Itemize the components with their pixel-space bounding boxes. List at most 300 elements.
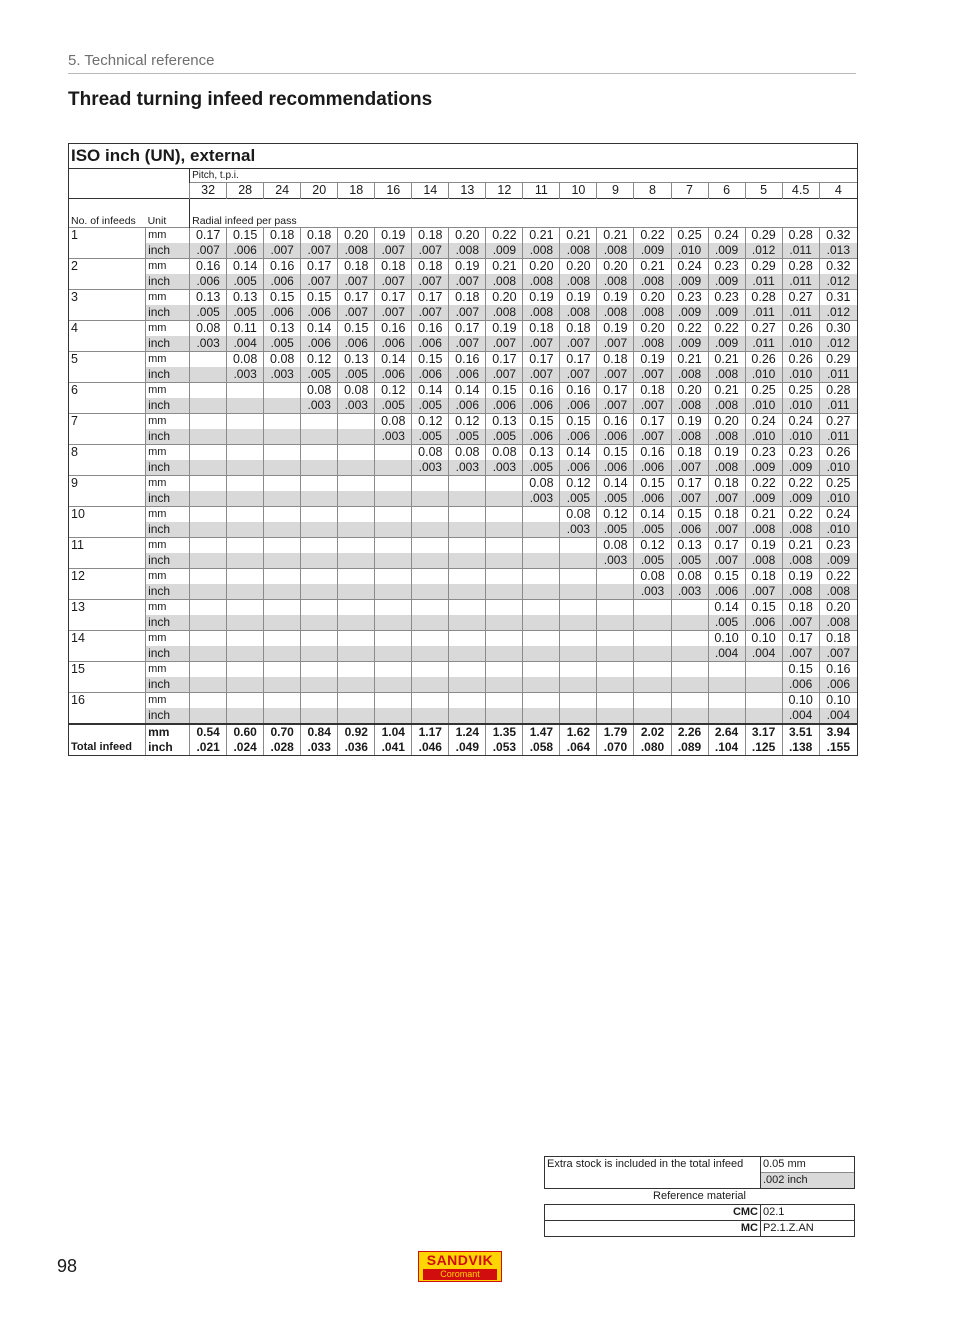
total-infeed-row bbox=[69, 740, 858, 756]
infeed-inch-cell bbox=[597, 615, 634, 631]
infeed-mm-cell bbox=[597, 600, 634, 616]
infeed-inch-cell bbox=[375, 460, 412, 476]
infeed-mm-cell: 0.19 bbox=[449, 259, 486, 275]
unit-cell: inch bbox=[146, 336, 190, 352]
infeed-mm-cell bbox=[449, 538, 486, 554]
tpi-header: 28 bbox=[227, 183, 264, 199]
infeed-mm-cell bbox=[264, 445, 301, 461]
infeed-inch-cell bbox=[486, 677, 523, 693]
infeed-inch-cell: .005 bbox=[301, 367, 338, 383]
infeed-inch-cell: .011 bbox=[819, 367, 857, 383]
infeed-inch-cell: .005 bbox=[190, 305, 227, 321]
infeed-inch-cell bbox=[634, 677, 671, 693]
infeed-mm-cell: 0.18 bbox=[412, 259, 449, 275]
infeed-mm-cell: 0.17 bbox=[671, 476, 708, 492]
infeed-inch-cell bbox=[412, 677, 449, 693]
infeed-inch-cell bbox=[264, 491, 301, 507]
infeed-inch-cell: .008 bbox=[523, 243, 560, 259]
infeed-inch-cell bbox=[745, 677, 782, 693]
total-mm-cell: 1.47 bbox=[523, 724, 560, 740]
infeed-inch-cell bbox=[301, 460, 338, 476]
infeed-mm-cell: 0.08 bbox=[412, 445, 449, 461]
infeed-mm-cell bbox=[190, 631, 227, 647]
infeed-inch-cell: .008 bbox=[708, 367, 745, 383]
infeed-mm-cell: 0.25 bbox=[782, 383, 819, 399]
infeed-mm-cell: 0.10 bbox=[819, 693, 857, 709]
infeed-mm-cell: 0.08 bbox=[634, 569, 671, 585]
infeed-mm-cell bbox=[375, 600, 412, 616]
infeed-inch-cell: .011 bbox=[745, 336, 782, 352]
extra-stock-inch: .002 inch bbox=[761, 1173, 855, 1189]
infeed-inch-cell: .010 bbox=[819, 491, 857, 507]
unit-cell: mm bbox=[146, 662, 190, 678]
infeed-inch-cell: .011 bbox=[745, 305, 782, 321]
infeed-mm-cell: 0.24 bbox=[819, 507, 857, 523]
infeed-number bbox=[69, 522, 146, 538]
infeed-inch-cell: .003 bbox=[412, 460, 449, 476]
infeed-inch-cell bbox=[338, 460, 375, 476]
infeed-inch-cell bbox=[301, 708, 338, 724]
unit-cell: mm bbox=[146, 228, 190, 244]
infeed-mm-cell: 0.17 bbox=[375, 290, 412, 306]
infeed-inch-cell: .005 bbox=[597, 491, 634, 507]
infeed-mm-cell bbox=[412, 662, 449, 678]
infeed-inch-cell: .005 bbox=[375, 398, 412, 414]
infeed-mm-cell: 0.15 bbox=[597, 445, 634, 461]
infeed-mm-cell: 0.16 bbox=[449, 352, 486, 368]
infeed-inch-cell: .008 bbox=[634, 305, 671, 321]
infeed-inch-cell bbox=[634, 646, 671, 662]
infeed-inch-cell: .007 bbox=[560, 336, 597, 352]
infeed-inch-cell bbox=[375, 553, 412, 569]
infeed-mm-cell: 0.32 bbox=[819, 228, 857, 244]
infeed-number: 11 bbox=[69, 538, 146, 554]
infeed-mm-cell bbox=[264, 538, 301, 554]
infeed-mm-cell: 0.17 bbox=[190, 228, 227, 244]
total-mm-cell: 0.70 bbox=[264, 724, 301, 740]
infeed-mm-cell: 0.17 bbox=[301, 259, 338, 275]
unit-cell: inch bbox=[146, 429, 190, 445]
infeed-mm-cell: 0.19 bbox=[597, 321, 634, 337]
infeed-mm-cell: 0.19 bbox=[375, 228, 412, 244]
infeed-mm-cell bbox=[338, 662, 375, 678]
infeed-mm-cell bbox=[486, 507, 523, 523]
infeed-inch-cell bbox=[708, 677, 745, 693]
total-mm-cell: 2.02 bbox=[634, 724, 671, 740]
infeed-inch-cell: .006 bbox=[560, 398, 597, 414]
infeed-mm-cell: 0.26 bbox=[745, 352, 782, 368]
infeed-mm-cell: 0.18 bbox=[301, 228, 338, 244]
infeed-mm-cell: 0.15 bbox=[523, 414, 560, 430]
infeed-inch-cell: .008 bbox=[671, 367, 708, 383]
infeed-mm-cell: 0.19 bbox=[671, 414, 708, 430]
infeed-inch-cell: .007 bbox=[486, 367, 523, 383]
total-inch-cell: .053 bbox=[486, 740, 523, 756]
infeed-mm-cell: 0.21 bbox=[782, 538, 819, 554]
infeed-inch-cell: .003 bbox=[671, 584, 708, 600]
infeed-mm-cell bbox=[671, 693, 708, 709]
unit-cell: mm bbox=[146, 290, 190, 306]
infeed-mm-cell: 0.08 bbox=[264, 352, 301, 368]
no-of-infeeds-label: No. of infeeds bbox=[69, 199, 146, 228]
logo-text: SANDVIK bbox=[426, 1252, 494, 1268]
unit-cell: inch bbox=[146, 305, 190, 321]
table-row bbox=[69, 677, 858, 693]
total-mm-cell: 0.54 bbox=[190, 724, 227, 740]
infeed-inch-cell bbox=[449, 708, 486, 724]
total-inch-cell: .125 bbox=[745, 740, 782, 756]
tpi-header: 5 bbox=[745, 183, 782, 199]
total-mm-cell: 1.17 bbox=[412, 724, 449, 740]
infeed-inch-cell bbox=[338, 553, 375, 569]
infeed-inch-cell bbox=[449, 491, 486, 507]
infeed-mm-cell: 0.20 bbox=[634, 290, 671, 306]
table-row bbox=[69, 693, 858, 709]
infeed-mm-cell bbox=[375, 445, 412, 461]
infeed-mm-cell bbox=[301, 445, 338, 461]
total-inch-cell: .028 bbox=[264, 740, 301, 756]
infeed-inch-cell: .009 bbox=[782, 491, 819, 507]
infeed-mm-cell: 0.22 bbox=[782, 507, 819, 523]
table-row bbox=[69, 600, 858, 616]
infeed-inch-cell: .006 bbox=[560, 429, 597, 445]
infeed-inch-cell: .008 bbox=[708, 429, 745, 445]
cmc-label: CMC bbox=[545, 1205, 761, 1221]
infeed-mm-cell: 0.16 bbox=[523, 383, 560, 399]
infeed-inch-cell: .006 bbox=[412, 367, 449, 383]
infeed-inch-cell bbox=[301, 491, 338, 507]
infeed-inch-cell: .005 bbox=[671, 553, 708, 569]
infeed-mm-cell: 0.08 bbox=[486, 445, 523, 461]
total-inch-cell: .080 bbox=[634, 740, 671, 756]
infeed-number: 10 bbox=[69, 507, 146, 523]
infeed-inch-cell: .008 bbox=[782, 522, 819, 538]
infeed-mm-cell: 0.18 bbox=[708, 476, 745, 492]
infeed-number bbox=[69, 243, 146, 259]
unit-cell: mm bbox=[146, 321, 190, 337]
infeed-mm-cell: 0.13 bbox=[671, 538, 708, 554]
infeed-inch-cell bbox=[597, 708, 634, 724]
infeed-mm-cell bbox=[560, 569, 597, 585]
infeed-inch-cell bbox=[486, 646, 523, 662]
infeed-inch-cell bbox=[301, 615, 338, 631]
infeed-mm-cell: 0.25 bbox=[671, 228, 708, 244]
tpi-header: 14 bbox=[412, 183, 449, 199]
infeed-mm-cell: 0.12 bbox=[375, 383, 412, 399]
infeed-inch-cell: .006 bbox=[523, 398, 560, 414]
infeed-mm-cell bbox=[523, 538, 560, 554]
infeed-mm-cell: 0.19 bbox=[782, 569, 819, 585]
infeed-inch-cell: .007 bbox=[449, 336, 486, 352]
table-row bbox=[69, 615, 858, 631]
infeed-mm-cell: 0.19 bbox=[486, 321, 523, 337]
infeed-inch-cell: .003 bbox=[634, 584, 671, 600]
infeed-mm-cell bbox=[338, 507, 375, 523]
infeed-inch-cell: .009 bbox=[782, 460, 819, 476]
tpi-header: 24 bbox=[264, 183, 301, 199]
infeed-inch-cell: .006 bbox=[597, 429, 634, 445]
infeed-inch-cell: .008 bbox=[523, 305, 560, 321]
infeed-number bbox=[69, 553, 146, 569]
tpi-header: 18 bbox=[338, 183, 375, 199]
infeed-mm-cell bbox=[190, 600, 227, 616]
infeed-mm-cell bbox=[486, 693, 523, 709]
total-mm-cell: 0.84 bbox=[301, 724, 338, 740]
infeed-inch-cell: .007 bbox=[523, 367, 560, 383]
infeed-mm-cell bbox=[227, 476, 264, 492]
infeed-inch-cell: .008 bbox=[597, 243, 634, 259]
infeed-inch-cell: .011 bbox=[782, 305, 819, 321]
infeed-mm-cell: 0.17 bbox=[486, 352, 523, 368]
infeed-inch-cell: .003 bbox=[560, 522, 597, 538]
table-row bbox=[69, 708, 858, 724]
infeed-mm-cell: 0.22 bbox=[782, 476, 819, 492]
infeed-inch-cell bbox=[190, 553, 227, 569]
table-row bbox=[69, 460, 858, 476]
infeed-mm-cell: 0.23 bbox=[708, 259, 745, 275]
infeed-mm-cell: 0.15 bbox=[782, 662, 819, 678]
infeed-inch-cell: .005 bbox=[227, 274, 264, 290]
infeed-mm-cell: 0.20 bbox=[338, 228, 375, 244]
infeed-mm-cell bbox=[412, 538, 449, 554]
infeed-inch-cell bbox=[190, 429, 227, 445]
infeed-mm-cell: 0.17 bbox=[708, 538, 745, 554]
infeed-mm-cell bbox=[486, 538, 523, 554]
total-inch-cell: .089 bbox=[671, 740, 708, 756]
infeed-mm-cell: 0.18 bbox=[782, 600, 819, 616]
unit-cell: inch bbox=[146, 460, 190, 476]
tpi-header: 8 bbox=[634, 183, 671, 199]
infeed-mm-cell: 0.16 bbox=[264, 259, 301, 275]
infeed-inch-cell bbox=[301, 584, 338, 600]
reference-material-title: Reference material bbox=[653, 1190, 746, 1202]
infeed-inch-cell bbox=[523, 646, 560, 662]
infeed-mm-cell bbox=[375, 476, 412, 492]
infeed-mm-cell: 0.15 bbox=[671, 507, 708, 523]
table-caption: ISO inch (UN), external bbox=[68, 143, 858, 168]
pitch-label: Pitch, t.p.i. bbox=[190, 169, 858, 183]
infeed-mm-cell: 0.21 bbox=[708, 383, 745, 399]
infeed-inch-cell: .006 bbox=[597, 460, 634, 476]
infeed-number bbox=[69, 336, 146, 352]
infeed-mm-cell: 0.19 bbox=[745, 538, 782, 554]
unit-cell: inch bbox=[146, 553, 190, 569]
infeed-inch-cell bbox=[190, 615, 227, 631]
infeed-mm-cell bbox=[523, 631, 560, 647]
unit-cell: inch bbox=[146, 646, 190, 662]
infeed-inch-cell: .003 bbox=[301, 398, 338, 414]
infeed-inch-cell bbox=[338, 429, 375, 445]
total-inch-cell: .138 bbox=[782, 740, 819, 756]
mc-value: P2.1.Z.AN bbox=[761, 1221, 855, 1237]
infeed-inch-cell: .004 bbox=[708, 646, 745, 662]
infeed-mm-cell: 0.14 bbox=[449, 383, 486, 399]
infeed-inch-cell: .003 bbox=[523, 491, 560, 507]
infeed-inch-cell: .008 bbox=[671, 398, 708, 414]
infeed-mm-cell bbox=[412, 507, 449, 523]
infeed-mm-cell: 0.21 bbox=[597, 228, 634, 244]
infeed-inch-cell bbox=[449, 615, 486, 631]
infeed-inch-cell bbox=[301, 522, 338, 538]
infeed-mm-cell: 0.23 bbox=[671, 290, 708, 306]
cmc-value: 02.1 bbox=[761, 1205, 855, 1221]
infeed-mm-cell: 0.18 bbox=[560, 321, 597, 337]
unit-cell: mm bbox=[146, 445, 190, 461]
infeed-mm-cell: 0.27 bbox=[745, 321, 782, 337]
infeed-inch-cell bbox=[560, 677, 597, 693]
infeed-inch-cell bbox=[671, 615, 708, 631]
infeed-inch-cell bbox=[560, 646, 597, 662]
total-inch-cell: .041 bbox=[375, 740, 412, 756]
infeed-inch-cell bbox=[486, 615, 523, 631]
infeed-inch-cell bbox=[449, 646, 486, 662]
infeed-inch-cell: .007 bbox=[708, 491, 745, 507]
infeed-inch-cell: .007 bbox=[671, 491, 708, 507]
infeed-mm-cell bbox=[338, 445, 375, 461]
infeed-inch-cell: .007 bbox=[449, 274, 486, 290]
infeed-inch-cell bbox=[301, 646, 338, 662]
infeed-mm-cell: 0.17 bbox=[560, 352, 597, 368]
infeed-number bbox=[69, 491, 146, 507]
infeed-inch-cell bbox=[227, 646, 264, 662]
tpi-header: 11 bbox=[523, 183, 560, 199]
tpi-header: 20 bbox=[301, 183, 338, 199]
infeed-mm-cell bbox=[375, 662, 412, 678]
unit-cell: inch bbox=[146, 367, 190, 383]
infeed-mm-cell: 0.19 bbox=[523, 290, 560, 306]
infeed-mm-cell: 0.27 bbox=[782, 290, 819, 306]
infeed-inch-cell: .009 bbox=[819, 553, 857, 569]
infeed-mm-cell: 0.18 bbox=[634, 383, 671, 399]
infeed-mm-cell bbox=[338, 631, 375, 647]
infeed-mm-cell: 0.16 bbox=[375, 321, 412, 337]
infeed-mm-cell bbox=[449, 631, 486, 647]
infeed-inch-cell bbox=[560, 615, 597, 631]
infeed-inch-cell: .008 bbox=[745, 553, 782, 569]
infeed-inch-cell: .007 bbox=[708, 553, 745, 569]
infeed-inch-cell bbox=[597, 646, 634, 662]
infeed-mm-cell: 0.16 bbox=[412, 321, 449, 337]
infeed-inch-cell bbox=[227, 429, 264, 445]
infeed-inch-cell: .012 bbox=[745, 243, 782, 259]
infeed-mm-cell bbox=[486, 631, 523, 647]
infeed-inch-cell: .008 bbox=[708, 460, 745, 476]
infeed-table bbox=[68, 168, 858, 756]
tpi-header: 10 bbox=[560, 183, 597, 199]
infeed-inch-cell bbox=[227, 553, 264, 569]
unit-cell: mm bbox=[146, 383, 190, 399]
infeed-inch-cell bbox=[486, 522, 523, 538]
infeed-mm-cell: 0.13 bbox=[190, 290, 227, 306]
infeed-number: 4 bbox=[69, 321, 146, 337]
infeed-mm-cell: 0.24 bbox=[782, 414, 819, 430]
infeed-number: 9 bbox=[69, 476, 146, 492]
total-mm-cell: 2.64 bbox=[708, 724, 745, 740]
infeed-mm-cell: 0.15 bbox=[634, 476, 671, 492]
infeed-inch-cell bbox=[375, 646, 412, 662]
infeed-inch-cell bbox=[597, 677, 634, 693]
infeed-mm-cell bbox=[634, 631, 671, 647]
total-inch-cell: .155 bbox=[819, 740, 857, 756]
extra-stock-table bbox=[544, 1156, 855, 1237]
infeed-mm-cell bbox=[486, 662, 523, 678]
infeed-mm-cell bbox=[301, 569, 338, 585]
infeed-inch-cell: .003 bbox=[375, 429, 412, 445]
infeed-mm-cell bbox=[264, 600, 301, 616]
infeed-mm-cell bbox=[227, 507, 264, 523]
table-row bbox=[69, 522, 858, 538]
infeed-mm-cell bbox=[671, 600, 708, 616]
infeed-mm-cell: 0.25 bbox=[819, 476, 857, 492]
unit-cell: mm bbox=[146, 507, 190, 523]
infeed-inch-cell: .005 bbox=[264, 336, 301, 352]
infeed-mm-cell bbox=[301, 476, 338, 492]
infeed-inch-cell: .004 bbox=[745, 646, 782, 662]
infeed-inch-cell: .007 bbox=[597, 398, 634, 414]
infeed-inch-cell bbox=[264, 429, 301, 445]
infeed-inch-cell: .010 bbox=[745, 367, 782, 383]
infeed-inch-cell bbox=[338, 677, 375, 693]
infeed-inch-cell bbox=[301, 429, 338, 445]
infeed-number: 6 bbox=[69, 383, 146, 399]
infeed-inch-cell bbox=[412, 584, 449, 600]
infeed-inch-cell bbox=[338, 522, 375, 538]
infeed-inch-cell: .007 bbox=[301, 243, 338, 259]
infeed-inch-cell: .008 bbox=[449, 243, 486, 259]
table-row bbox=[69, 646, 858, 662]
table-row bbox=[69, 538, 858, 554]
infeed-inch-cell: .006 bbox=[375, 367, 412, 383]
infeed-inch-cell bbox=[264, 522, 301, 538]
table-row bbox=[69, 305, 858, 321]
extra-stock-mm: 0.05 mm bbox=[761, 1157, 855, 1173]
infeed-inch-cell: .008 bbox=[560, 243, 597, 259]
infeed-inch-cell: .005 bbox=[449, 429, 486, 445]
tpi-header: 9 bbox=[597, 183, 634, 199]
table-row bbox=[69, 662, 858, 678]
infeed-mm-cell: 0.28 bbox=[782, 228, 819, 244]
table-row bbox=[69, 445, 858, 461]
infeed-mm-cell: 0.08 bbox=[301, 383, 338, 399]
infeed-mm-cell: 0.17 bbox=[449, 321, 486, 337]
infeed-inch-cell bbox=[412, 646, 449, 662]
infeed-inch-cell: .007 bbox=[523, 336, 560, 352]
unit-cell: inch bbox=[146, 584, 190, 600]
infeed-inch-cell bbox=[375, 615, 412, 631]
infeed-mm-cell bbox=[190, 352, 227, 368]
infeed-inch-cell: .005 bbox=[412, 429, 449, 445]
infeed-inch-cell bbox=[190, 491, 227, 507]
infeed-mm-cell: 0.26 bbox=[819, 445, 857, 461]
infeed-mm-cell bbox=[745, 662, 782, 678]
infeed-inch-cell: .003 bbox=[190, 336, 227, 352]
infeed-mm-cell bbox=[227, 383, 264, 399]
infeed-mm-cell: 0.10 bbox=[782, 693, 819, 709]
infeed-mm-cell bbox=[338, 538, 375, 554]
infeed-inch-cell: .012 bbox=[819, 274, 857, 290]
extra-stock-label: Extra stock is included in the total infeed bbox=[545, 1157, 761, 1189]
infeed-inch-cell: .004 bbox=[227, 336, 264, 352]
infeed-inch-cell: .007 bbox=[412, 274, 449, 290]
infeed-mm-cell bbox=[671, 631, 708, 647]
unit-cell: mm bbox=[146, 259, 190, 275]
infeed-mm-cell: 0.15 bbox=[708, 569, 745, 585]
infeed-inch-cell: .009 bbox=[745, 491, 782, 507]
infeed-inch-cell: .008 bbox=[634, 336, 671, 352]
total-mm-cell: 0.60 bbox=[227, 724, 264, 740]
infeed-inch-cell bbox=[264, 398, 301, 414]
infeed-inch-cell bbox=[264, 584, 301, 600]
